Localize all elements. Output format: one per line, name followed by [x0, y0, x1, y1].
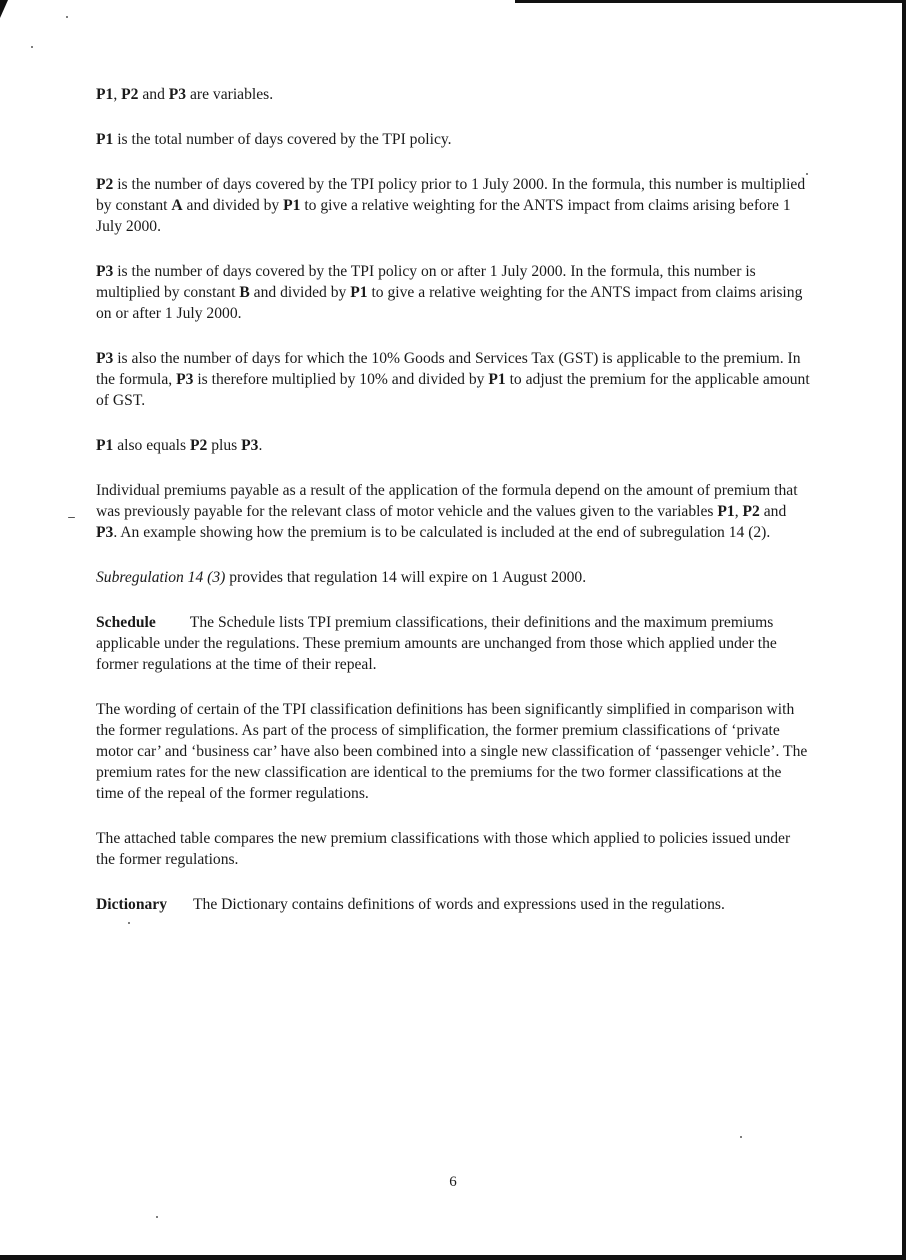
paragraph-p3-definition: P3 is the number of days covered by the TPI policy on or after 1 July 2000. In the formula, this number is multiplied by constant B and divided by P1 to give a relative weighting for the ANTS impact from claims arising on or after 1 July 2000. [96, 263, 803, 322]
term-p3: P3 [96, 524, 114, 541]
term-p3: P3 [168, 86, 187, 103]
scan-edge-top [515, 0, 906, 3]
term-p3: P3 [176, 371, 194, 388]
paragraph-subregulation: Subregulation 14 (3) provides that regulation 14 will expire on 1 August 2000. [96, 569, 587, 586]
term-p1: P1 [96, 437, 114, 454]
document-body [96, 84, 811, 939]
scan-edge-bottom [0, 1255, 906, 1260]
paragraph-p1-definition: P1 is the total number of days covered by the TPI policy. [96, 131, 452, 148]
scan-speck [156, 1216, 158, 1218]
subregulation-reference: Subregulation 14 (3) [96, 569, 226, 586]
paragraph-schedule: Schedule The Schedule lists TPI premium classifications, their definitions and the maximum premiums applicable under the regulations. These premium amounts are unchanged from those which applied under the former regulations at the time of their repeal. [96, 614, 777, 673]
term-a: A [171, 197, 183, 214]
paragraph-p2-definition: P2 is the number of days covered by the TPI policy prior to 1 July 2000. In the formula, this number is multiplied by constant A and divided by P1 to give a relative weighting for the ANTS impact from claims arising before 1 July 2000. [96, 176, 806, 235]
paragraph-classification-wording: The wording of certain of the TPI classification definitions has been significantly simplified in comparison with the former regulations. As part of the process of simplification, the former premium classifications of ‘private motor car’ and ‘business car’ have also been combined into a single new classification of ‘passenger vehicle’. The premium rates for the new classification are identical to the premiums for the two former classifications at the time of the repeal of the former regulations. [96, 701, 808, 802]
scan-speck [31, 46, 33, 48]
term-p2: P2 [121, 86, 139, 103]
paragraph-dictionary: Dictionary The Dictionary contains definitions of words and expressions used in the regulations. [96, 896, 725, 913]
term-p1: P1 [488, 371, 506, 388]
page-number: 6 [449, 1174, 457, 1190]
heading-schedule: Schedule [96, 614, 156, 631]
term-p3: P3 [96, 350, 114, 367]
term-p2: P2 [96, 176, 114, 193]
heading-dictionary: Dictionary [96, 896, 168, 913]
paragraph-attached-table: The attached table compares the new premium classifications with those which applied to policies issued under the former regulations. [96, 830, 791, 868]
term-p1: P1 [96, 131, 114, 148]
term-b: B [239, 284, 250, 301]
scan-corner-artifact [0, 0, 8, 18]
term-p1: P1 [283, 197, 301, 214]
paragraph-gst: P3 is also the number of days for which the 10% Goods and Services Tax (GST) is applicable to the premium. In the formula, P3 is therefore multiplied by 10% and divided by P1 to adjust the premium for the applicable amount of GST. [96, 350, 810, 409]
term-p3: P3 [241, 437, 259, 454]
scan-speck [68, 517, 75, 518]
term-p3: P3 [96, 263, 114, 280]
term-p1: P1 [717, 503, 735, 520]
paragraph-variables: P1, P2 and P3 are variables. [96, 86, 274, 103]
scan-speck [740, 1136, 742, 1138]
paragraph-individual-premiums: Individual premiums payable as a result of the application of the formula depend on the amount of premium that was previously payable for the relevant class of motor vehicle and the values given to the variables P1, P2 and P3. An example showing how the premium is to be calculated is included at the end of subregulation 14 (2). [96, 482, 798, 541]
term-p1: P1 [350, 284, 368, 301]
term-p2: P2 [189, 437, 208, 454]
term-p2: P2 [742, 503, 760, 520]
term-p1: P1 [96, 86, 114, 103]
paragraph-p1-equals: P1 also equals P2 plus P3. [96, 437, 263, 454]
scan-speck [66, 16, 68, 18]
scan-edge-right [902, 0, 906, 1260]
